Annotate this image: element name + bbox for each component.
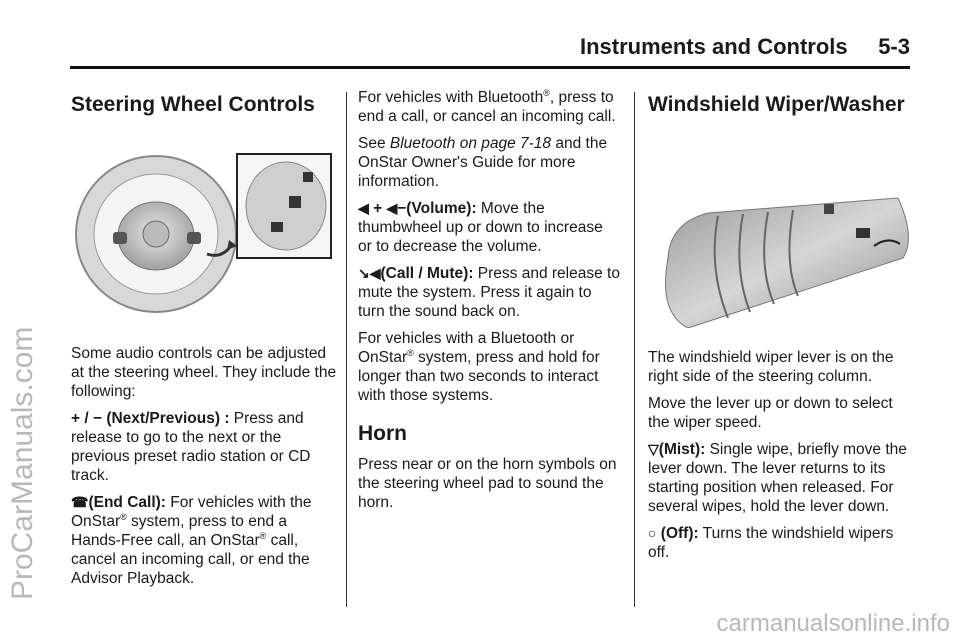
next-previous-text: Press and release to go to the next or the previous preset radio station or CD track. [71, 410, 311, 484]
end-call-item [71, 493, 341, 588]
call-mute-icon: ↘◀ [358, 265, 381, 281]
end-call-icon: ☎ [71, 494, 89, 510]
column-steering-controls [71, 88, 341, 596]
call-mute-item [358, 264, 620, 321]
steering-wheel-illustration [71, 134, 341, 324]
off-item [648, 524, 918, 562]
registered-mark: ® [120, 511, 127, 522]
horn-text: Press near or on the horn symbols on the steering wheel pad to sound the horn. [358, 456, 617, 511]
call-mute-term: (Call / Mute): [380, 265, 474, 282]
volume-text: Move the thumbwheel up or down to increase or to decrease the volume. [358, 200, 603, 255]
hold-text-a: For vehicles with a Bluetooth or OnStar [358, 330, 575, 366]
wiper-lever-illustration [648, 128, 918, 328]
plus-sign: + [373, 200, 383, 217]
mist-term: (Mist): [658, 441, 706, 458]
wiper-intro: The windshield wiper lever is on the right side of the steering column. [648, 349, 894, 385]
off-icon: ○ [648, 525, 657, 541]
off-text: Turns the windshield wipers off. [648, 525, 894, 561]
section-heading-wiper: Windshield Wiper/Washer [648, 93, 905, 116]
mist-item [648, 440, 918, 516]
column-divider-2 [634, 92, 635, 607]
column-audio-horn [358, 88, 620, 520]
end-call-text-c: call, cancel an incoming call, or end the Advisor Playback. [71, 532, 310, 587]
registered-mark: ® [407, 347, 414, 358]
end-call-term: (End Call): [88, 494, 166, 511]
wiper-lever-figure [648, 128, 918, 348]
mist-icon: ▽ [648, 441, 659, 457]
see-rest-text: and the OnStar Owner's Guide for more information. [358, 135, 608, 190]
watermark-bottom: carmanualsonline.info [716, 610, 950, 637]
mist-text: Single wipe, briefly move the lever down. The lever returns to its starting position when released. For several wipes, hold the lever down. [648, 441, 907, 515]
section-heading-steering: Steering Wheel Controls [71, 93, 315, 116]
bluetooth-text-b: , press to end a call, or cancel an incoming call. [358, 89, 616, 125]
bluetooth-intro [358, 88, 620, 126]
volume-item [358, 199, 620, 256]
bluetooth-text-a: For vehicles with Bluetooth [358, 89, 544, 106]
page-title: Instruments and Controls 5-3 [579, 34, 910, 59]
end-call-text-a: For vehicles with the OnStar [71, 494, 312, 530]
end-call-text-b: system, press to end a Hands-Free call, an OnStar [71, 513, 287, 549]
hold-text-b: system, press and hold for longer than two seconds to interact with those systems. [358, 349, 600, 404]
hold-item [358, 329, 620, 405]
steering-wheel-figure [71, 134, 341, 344]
page-header [70, 30, 910, 69]
registered-mark: ® [543, 87, 550, 98]
volume-icon: ◀ [386, 200, 398, 216]
column-divider-1 [346, 92, 347, 607]
steering-intro: Some audio controls can be adjusted at the steering wheel. They include the following: [71, 345, 337, 400]
volume-term: −(Volume): [397, 200, 477, 217]
registered-mark: ® [259, 530, 267, 541]
section-heading-horn: Horn [358, 422, 407, 445]
column-wiper [648, 88, 918, 570]
next-previous-term: + / − (Next/Previous) : [71, 410, 230, 427]
watermark-left: ProCarManuals.com [6, 326, 39, 600]
next-previous-item [71, 409, 341, 485]
see-text: See [358, 135, 390, 152]
volume-icon: ◀ [358, 200, 369, 216]
wiper-select: Move the lever up or down to select the wiper speed. [648, 395, 893, 431]
off-term: (Off): [660, 525, 699, 542]
see-reference [358, 134, 620, 191]
call-mute-text: Press and release to mute the system. Press it again to turn the sound back on. [358, 265, 620, 320]
bluetooth-page-link[interactable]: Bluetooth on page 7-18 [389, 135, 552, 152]
